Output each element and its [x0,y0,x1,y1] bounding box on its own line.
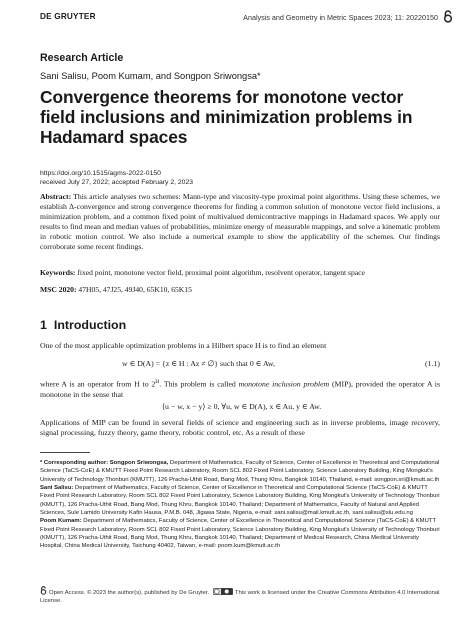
abstract-label: Abstract: [40,192,72,201]
running-header [40,12,438,26]
footnote-text: Department of Mathematics, Faculty of Science, Center of Excellence in Theoretical and Computational Science (TaCS-CoE) & KMUTT Fixed Point Research Laboratory, Room SCL 802 Fixed Point Laboratory, Science Laboratory Building, King Mongkut's University of Technology Thonburi (KMUTT), 126 Pracha-Uthit Road, Bang Mod, Thung Khru, Bangkok 10140, Thailand; Department of Medical Research, China Medical University Hospital, China Medical University, Taichung 40402, Taiwan, e-mail: poom.kum@kmutt.ac.th [40,518,440,550]
open-access-icon [443,10,453,23]
keywords-label: Keywords: [40,268,76,277]
msc-codes [40,285,440,294]
license-statement: This work is licensed under the Creative Commons Attribution 4.0 International License. [40,590,440,605]
section-number: 1 [40,318,47,332]
footnote-author-kumam [40,517,442,550]
publisher-name: DE GRUYTER [40,12,96,21]
msc-label: MSC 2020: [40,285,77,294]
footnote-name: * Corresponding author: Songpon Sriwongsa, [40,460,169,466]
monotonicity-condition-body: ⟨u − w, x − y⟩ ≥ 0, ∀u, w ∈ D(A), x ∈ Au, y ∈ Aw. [162,402,322,411]
article-title: Convergence theorems for monotone vector field inclusions and minimization problems in Hadamard spaces [40,87,413,148]
intro-paragraph-2-emphasis: monotone inclusion problem [238,379,330,389]
cc-by-license-icon[interactable] [213,588,233,595]
license-footer [40,586,442,606]
intro-paragraph-2-superscript: H [155,379,160,385]
author-list: Sani Salisu, Poom Kumam, and Songpon Sriwongsa* [40,71,261,81]
open-access-icon [40,586,47,595]
footnotes [40,459,442,551]
intro-paragraph-2-text-a: where A is an operator from H to 2 [40,379,156,389]
equation-1-1-body: w ∈ D(A) = {z ∈ H : Az ≠ ∅} such that 0 ∈ Aw, [122,359,275,368]
article-type: Research Article [40,52,124,64]
footnote-corresponding-author [40,459,442,484]
doi-link[interactable]: https://doi.org/10.1515/agms-2022-0150 [40,170,161,177]
footnote-text: Department of Mathematics, Faculty of Science, Center of Excellence in Theoretical and Computational Science (TaCS-CoE) & KMUTT Fixed Point Research Laboratory, Room SCL 802 Fixed Point Laboratory, Science Laboratory Building, King Mongkut's University of Technology Thonburi (KMUTT), 126 Pracha-Uthit Road, Bang Mod, Thung Khru, Bangkok 10140, Thailand, e-mail: songpon.sri@kmutt.ac.th [40,460,440,483]
abstract-text: This article analyses two schemes: Mann-type and viscosity-type proximal point algorithms. Using these schemes, we establish Δ-convergence and strong convergence theorems for finding a common solution of monotone vector field inclusions, a minimization problem, and a common fixed point of multivalued demicontractive mappings in Hadamard spaces. We apply our results to find mean and median values of probabilities, minimize energy of measurable mappings, and solve a kinematic problem in robotic motion control. We also include a numerical example to show the applicability of the schemes. Our findings corroborate some recent findings. [40,192,440,252]
footnote-name: Sani Salisu: [40,485,74,492]
equation-1-1-number: (1.1) [425,359,440,368]
intro-paragraph-3: Applications of MIP can be found in several fields of science and engineering such as in inverse problems, image recovery, signal processing, fuzzy theory, game theory, robotic control, etc. As a result of these [40,418,440,438]
footnote-author-salisu [40,484,442,517]
abstract [40,192,440,253]
msc-text: 47H05, 47J25, 49J40, 65K10, 65K15 [76,285,192,294]
section-title: Introduction [53,318,127,332]
intro-paragraph-1: One of the most applicable optimization problems in a Hilbert space H is to find an element [40,341,327,350]
intro-paragraph-2 [40,377,440,400]
keywords-text: fixed point, monotone vector field, proximal point algorithm, resolvent operator, tangent space [75,268,365,277]
article-dates: received July 27, 2022; accepted February 2, 2023 [40,179,194,186]
open-access-statement: Open Access. © 2023 the author(s), published by De Gruyter. [49,590,210,596]
journal-citation: Analysis and Geometry in Metric Spaces 2023; 11: 20220150 [243,12,438,22]
intro-paragraph-2-text-b: . This problem is called [159,379,239,389]
intro-paragraph-2-text-c: (MIP), provided the operator A is monotone in the sense that [40,379,440,399]
keywords [40,268,440,277]
footnote-text: Department of Mathematics, Faculty of Science, Center of Excellence in Theoretical and Computational Science (TaCS-CoE) & KMUTT Fixed Point Research Laboratory, Room SCL 802 Fixed Point Laboratory, Science Laboratory Building, King Mongkut's University of Technology Thonburi (KMUTT), 126 Pracha-Uthit Road, Bang Mod, Thung Khru, Bangkok 10140, Thailand; Department of Mathematics, Faculty of Natural and Applied Sciences, Sule Lamido University Kafin Hausa, P.M.B. 048, Jigawa State, Nigeria, e-mail: sani.salisu@mail.kmutt.ac.th, sani.salisu@slu.edu.ng [40,485,440,517]
footnote-divider [40,452,90,453]
section-heading [40,318,126,332]
footnote-name: Poom Kumam: [40,518,82,525]
